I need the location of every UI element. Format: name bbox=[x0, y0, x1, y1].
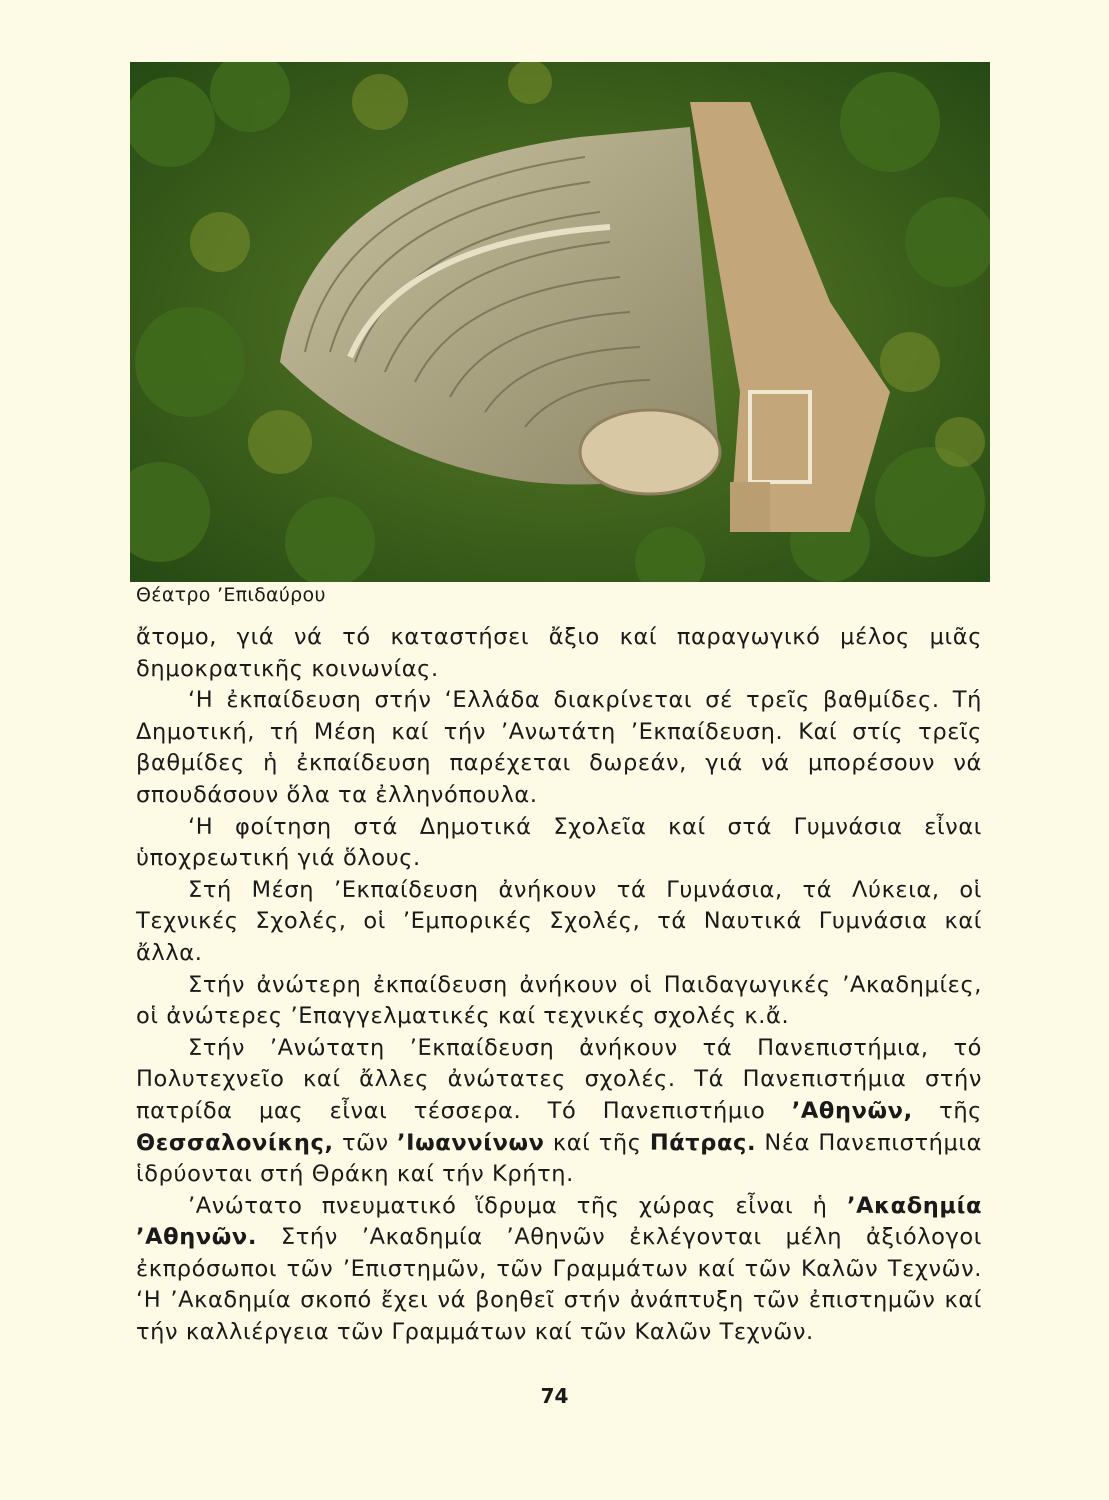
paragraph bbox=[136, 970, 982, 1033]
text-run: Στήν ’Ακαδημία ’Αθηνῶν ἐκλέγονται μέλη ἀξιόλογοι ἐκπρόσωποι τῶν ’Επιστημῶν, τῶν Γραμμάτων καί τῶν Καλῶν Τεχνῶν. ‘Η ’Ακαδημία σκοπό ἔχει νά βοηθεῖ στήν ἀνάπτυξη τῶν ἐπιστημῶν καί τήν καλλιέργεια τῶν Γραμμάτων καί τῶν Καλῶν Τεχνῶν. bbox=[136, 1224, 982, 1346]
paragraph bbox=[136, 1191, 982, 1349]
bold-term: ’Ιωαννίνων bbox=[397, 1129, 545, 1156]
page-number: 74 bbox=[540, 1384, 569, 1408]
bold-term: ’Ακαδημία ’Αθηνῶν. bbox=[136, 1192, 982, 1251]
text-run: καί τῆς bbox=[544, 1129, 650, 1156]
paragraph bbox=[136, 622, 982, 685]
theatre-illustration bbox=[130, 62, 990, 582]
bold-term: Θεσσαλονίκης, bbox=[136, 1129, 334, 1156]
text-run: ‘Η φοίτηση στά Δημοτικά Σχολεῖα καί στά Γυμνάσια εἶναι ὑποχρεωτική γιά ὅλους. bbox=[136, 813, 982, 872]
paragraph bbox=[136, 685, 982, 811]
text-run: Στήν ’Ανώτατη ’Εκπαίδευση ἀνήκουν τά Πανεπιστήμια, τό Πολυτεχνεῖο καί ἄλλες ἀνώτατες σχολές. Τά Πανεπιστήμια στήν πατρίδα μας εἶναι τέσσερα. Τό Πανεπιστήμιο bbox=[136, 1034, 982, 1124]
text-run: τῆς bbox=[912, 1097, 982, 1124]
paragraph bbox=[136, 812, 982, 875]
figure-caption: Θέατρο ’Επιδαύρου bbox=[136, 584, 326, 606]
bold-term: Πάτρας. bbox=[649, 1129, 757, 1156]
text-run: ἄτομο, γιά νά τό καταστήσει ἄξιο καί παραγωγικό μέλος μιᾶς δημοκρατικῆς κοινωνίας. bbox=[136, 624, 982, 682]
paragraph bbox=[136, 875, 982, 970]
bold-term: ’Αθηνῶν, bbox=[791, 1097, 913, 1124]
text-run: Στή Μέση ’Εκπαίδευση ἀνήκουν τά Γυμνάσια, τά Λύκεια, οἱ Τεχνικές Σχολές, οἱ ’Εμπορικές Σχολές, τά Ναυτικά Γυμνάσια καί ἄλλα. bbox=[136, 876, 982, 966]
text-run: τῶν bbox=[333, 1129, 398, 1156]
paragraph bbox=[136, 1033, 982, 1191]
epidaurus-theatre-photo bbox=[130, 62, 990, 582]
text-run: Στήν ἀνώτερη ἐκπαίδευση ἀνήκουν οἱ Παιδαγωγικές ’Ακαδημίες, οἱ ἀνώτερες ’Επαγγελματικές καί τεχνικές σχολές κ.ἄ. bbox=[136, 971, 982, 1030]
text-run: ’Ανώτατο πνευματικό ἵδρυμα τῆς χώρας εἶναι ἡ bbox=[188, 1192, 847, 1219]
text-run: ‘Η ἐκπαίδευση στήν ‘Ελλάδα διακρίνεται σέ τρεῖς βαθμίδες. Τή Δημοτική, τή Μέση καί τήν ’Ανωτάτη ’Εκπαίδευση. Καί στίς τρεῖς βαθμίδες ἡ ἐκπαίδευση παρέχεται δωρεάν, γιά νά μπορέσουν νά σπουδάσουν ὅλα τα ἐλληνόπουλα. bbox=[136, 687, 982, 808]
text-run: Νέα Πανεπιστήμια ἱδρύονται στή Θράκη καί τήν Κρήτη. bbox=[136, 1129, 983, 1188]
body-text bbox=[136, 622, 982, 1349]
